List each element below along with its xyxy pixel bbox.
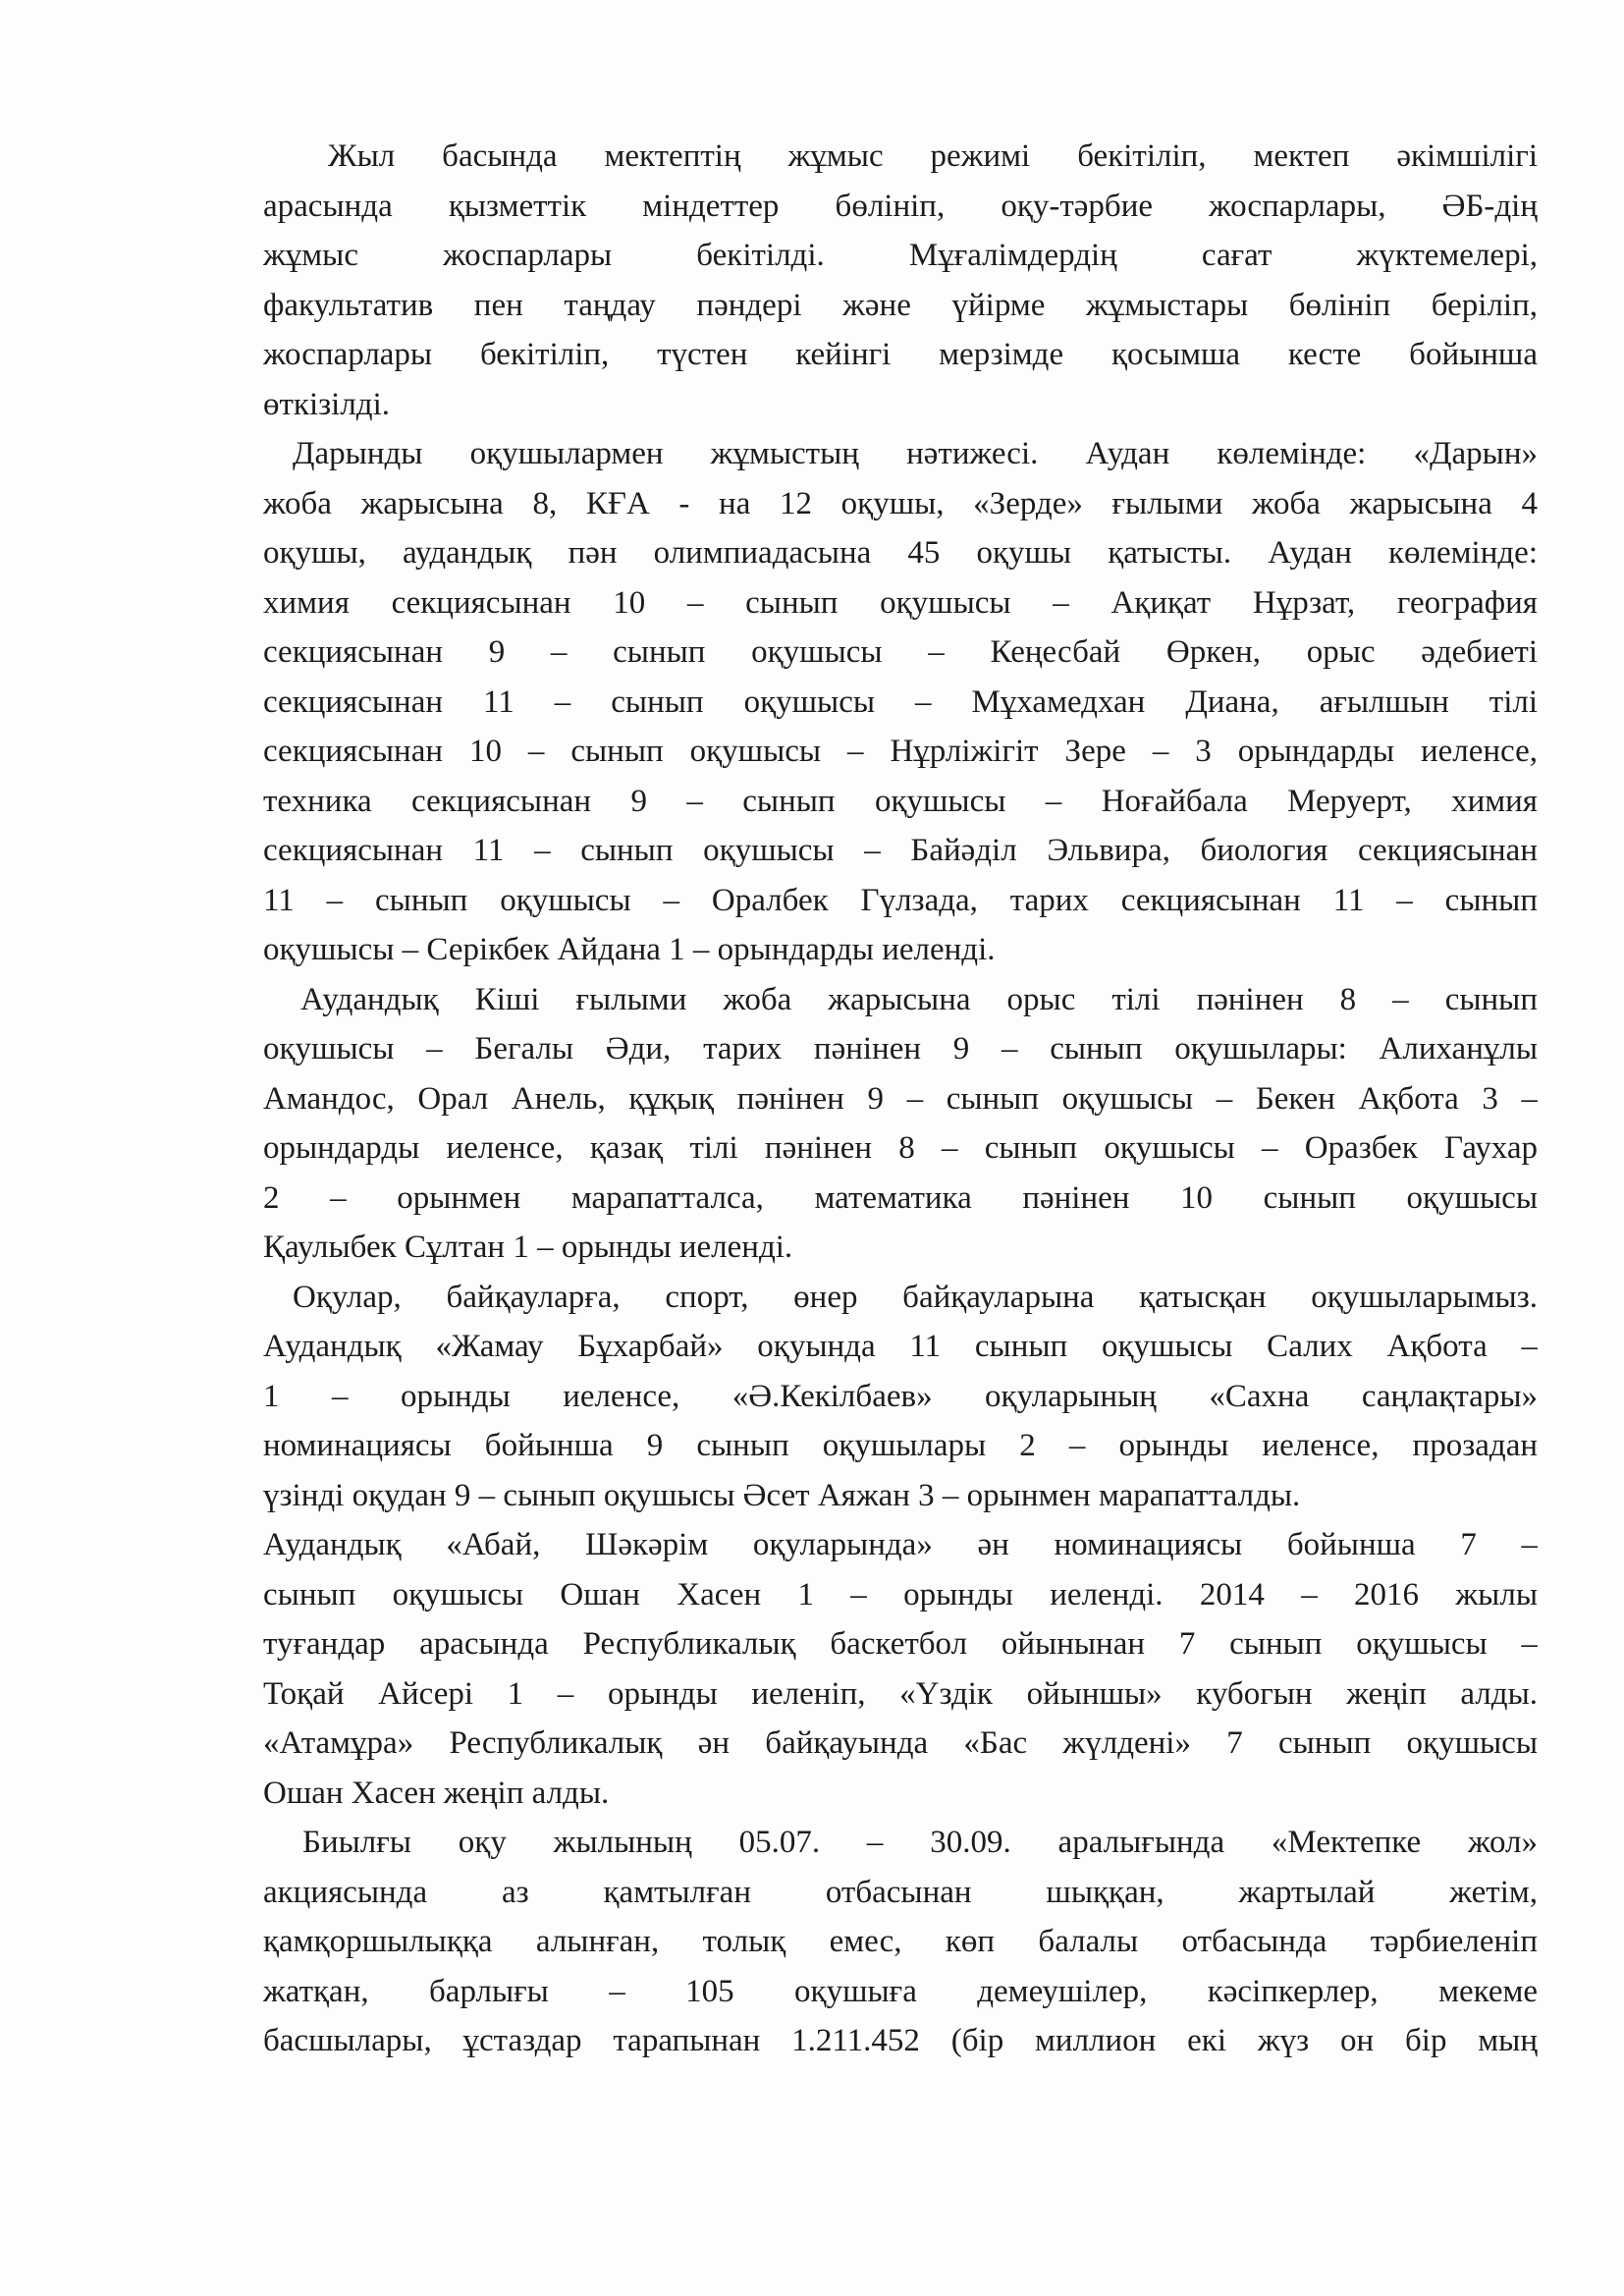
text-line: жұмыс жоспарлары бекітілді. Мұғалімдердің сағат жүктемелері,	[263, 238, 1538, 273]
text-line: номинациясы бойынша 9 сынып оқушылары 2 – орынды иеленсе, прозадан	[263, 1428, 1538, 1463]
text-line: 2 – орынмен марапатталса, математика пәнінен 10 сынып оқушысы	[263, 1179, 1538, 1216]
text-line: жоба жарысына 8, КҒА - на 12 оқушы, «Зерде» ғылыми жоба жарысына 4	[263, 485, 1538, 521]
text-line: акциясында аз қамтылған отбасынан шыққан, жартылай жетім,	[263, 1874, 1538, 1910]
text-line: басшылары, ұстаздар тарапынан 1.211.452 (бір миллион екі жүз он бір мың	[263, 2023, 1538, 2058]
text-line: оқушысы – Серікбек Айдана 1 – орындарды иеленді.	[263, 932, 996, 967]
text-line: факультатив пен таңдау пәндері және үйірме жұмыстары бөлініп беріліп,	[263, 287, 1538, 323]
text-line: секциясынан 10 – сынып оқушысы – Нұрліжігіт Зере – 3 орындарды иеленсе,	[263, 734, 1538, 769]
text-line: Амандос, Орал Анель, құқық пәнінен 9 – сынып оқушысы – Бекен Ақбота 3 –	[263, 1080, 1538, 1117]
text-line: оқушысы – Бегалы Әди, тарих пәнінен 9 – сынып оқушылары: Алиханұлы	[263, 1031, 1538, 1066]
paragraph-gifted-students	[263, 429, 1538, 975]
document-body	[263, 132, 1538, 2066]
text-line: 11 – сынып оқушысы – Оралбек Гүлзада, тарих секциясынан 11 – сынып	[263, 882, 1538, 918]
text-line: секциясынан 9 – сынып оқушысы – Кеңесбай Өркен, орыс әдебиеті	[263, 634, 1538, 670]
text-line: Дарынды оқушылармен жұмыстың нәтижесі. Аудан көлемінде: «Дарын»	[293, 436, 1538, 471]
paragraph-work-regime	[263, 132, 1538, 429]
text-line: сынып оқушысы Ошан Хасен 1 – орынды иеленді. 2014 – 2016 жылы	[263, 1576, 1538, 1613]
text-line: туғандар арасында Республикалық баскетбол ойынынан 7 сынып оқушысы –	[263, 1626, 1538, 1662]
text-line: Қаулыбек Сұлтан 1 – орынды иеленді.	[263, 1230, 793, 1265]
text-line: өткізілді.	[263, 386, 391, 422]
text-line: Аудандық «Жамау Бұхарбай» оқуында 11 сынып оқушысы Салих Ақбота –	[263, 1329, 1538, 1364]
paragraph-road-to-school	[263, 1818, 1538, 2066]
text-line: қамқоршылыққа алынған, толық емес, көп балалы отбасында тәрбиеленіп	[263, 1924, 1538, 1959]
text-line: Биылғы оқу жылының 05.07. – 30.09. аралығында «Мектепке жол»	[302, 1825, 1538, 1860]
text-line: Тоқай Айсері 1 – орынды иеленіп, «Үздік ойыншы» кубогын жеңіп алды.	[263, 1675, 1538, 1712]
text-line: секциясынан 11 – сынып оқушысы – Мұхамедхан Диана, ағылшын тілі	[263, 683, 1538, 720]
text-line: «Атамұра» Республикалық ән байқауында «Бас жүлдені» 7 сынып оқушысы	[263, 1725, 1538, 1761]
text-line: техника секциясынан 9 – сынып оқушысы – Ноғайбала Меруерт, химия	[263, 783, 1538, 819]
text-line: жоспарлары бекітіліп, түстен кейінгі мерзімде қосымша кесте бойынша	[263, 337, 1538, 372]
text-line: Оқулар, байқауларға, спорт, өнер байқауларына қатысқан оқушыларымыз.	[293, 1279, 1538, 1315]
text-line: үзінді оқудан 9 – сынып оқушысы Әсет Аяжан 3 – орынмен марапатталды.	[263, 1477, 1301, 1513]
text-line: Аудандық «Абай, Шәкәрім оқуларында» ән номинациясы бойынша 7 –	[263, 1527, 1538, 1562]
text-line: жатқан, барлығы – 105 оқушыға демеушілер, кәсіпкерлер, мекеме	[263, 1973, 1538, 2009]
paragraph-science-project	[263, 975, 1538, 1273]
text-line: 1 – орынды иеленсе, «Ә.Кекілбаев» оқуларының «Сахна саңлақтары»	[263, 1378, 1538, 1414]
text-line: арасында қызметтік міндеттер бөлініп, оқу-тәрбие жоспарлары, ӘБ-дің	[263, 188, 1538, 224]
text-line: Аудандық Кіші ғылыми жоба жарысына орыс тілі пәнінен 8 – сынып	[300, 981, 1538, 1017]
paragraph-song-sport	[263, 1520, 1538, 1818]
paragraph-readings-contests	[263, 1273, 1538, 1521]
text-line: оқушы, аудандық пән олимпиадасына 45 оқушы қатысты. Аудан көлемінде:	[263, 535, 1538, 571]
text-line: секциясынан 11 – сынып оқушысы – Байәділ Эльвира, биология секциясынан	[263, 833, 1538, 868]
text-line: Ошан Хасен жеңіп алды.	[263, 1775, 610, 1811]
text-line: орындарды иеленсе, қазақ тілі пәнінен 8 – сынып оқушысы – Оразбек Гаухар	[263, 1130, 1538, 1166]
text-line: Жыл басында мектептің жұмыс режимі бекітіліп, мектеп әкімшілігі	[328, 138, 1538, 174]
text-line: химия секциясынан 10 – сынып оқушысы – Ақиқат Нұрзат, география	[263, 584, 1538, 621]
